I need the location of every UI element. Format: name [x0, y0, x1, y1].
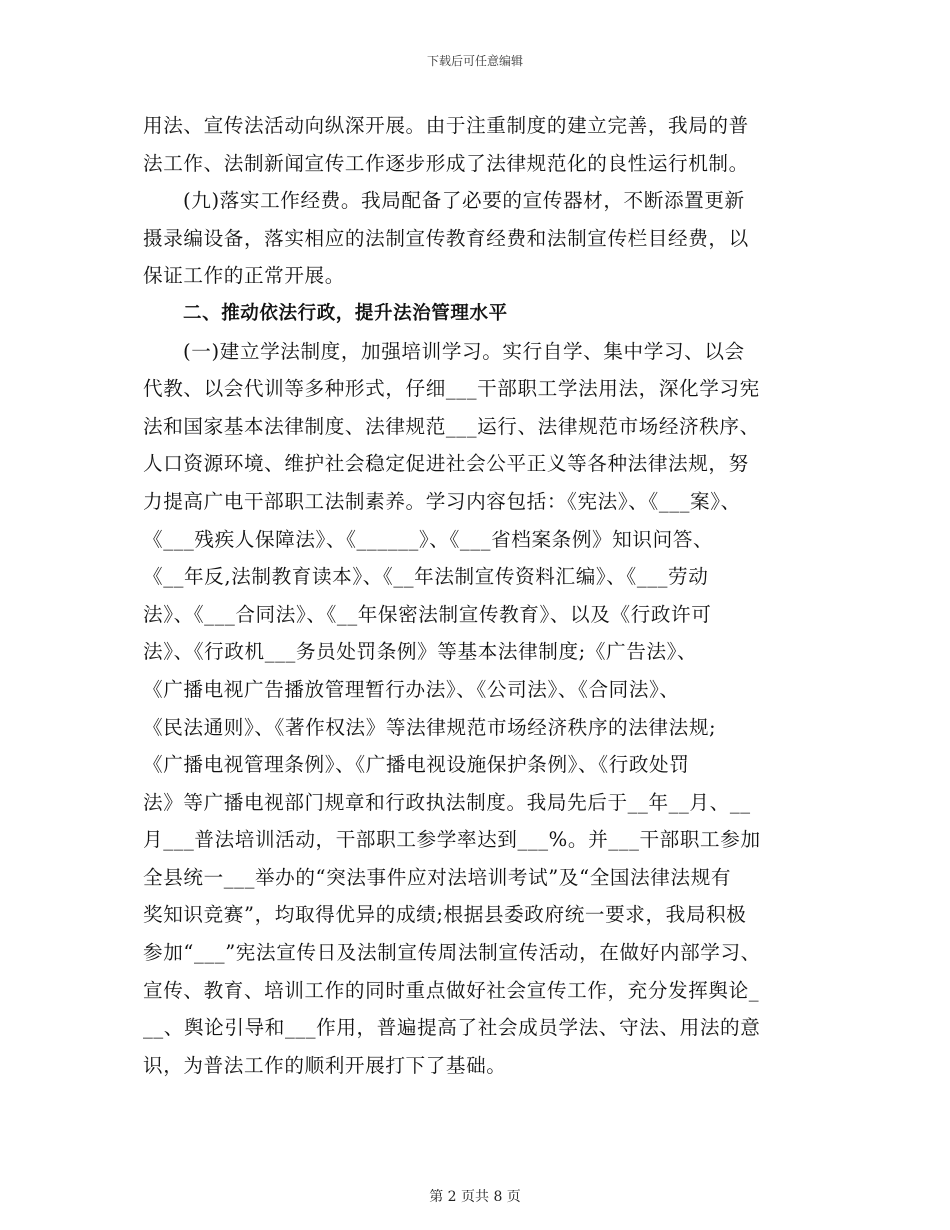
- paragraph-start-line: (九)落实工作经费。我局配备了必要的宣传器材，不断添置更新: [183, 189, 745, 213]
- body-line: 奖知识竞赛”，均取得优异的成绩;根据县委政府统一要求，我局积极: [143, 903, 747, 927]
- body-line: __、舆论引导和___作用，普遍提高了社会成员学法、守法、用法的意: [143, 1016, 761, 1040]
- body-line: 代教、以会代训等多种形式，仔细___干部职工学法用法，深化学习宪: [143, 377, 760, 401]
- body-line: 《__年反,法制教育读本》、《__年法制宣传资料汇编》、《___劳动: [143, 565, 709, 589]
- body-line: 人口资源环境、维护社会稳定促进社会公平正义等各种法律法规，努: [143, 452, 749, 476]
- body-line: 全县统一___举办的“突法事件应对法培训考试”及“全国法律法规有: [143, 865, 732, 889]
- body-line: 《民法通则》、《著作权法》等法律规范市场经济秩序的法律法规;: [143, 715, 717, 739]
- body-line: 摄录编设备，落实相应的法制宣传教育经费和法制宣传栏目经费，以: [143, 226, 749, 250]
- body-line: 力提高广电干部职工法制素养。学习内容包括：《宪法》、《___案》、: [143, 489, 741, 513]
- page-header: 下载后可任意编辑: [426, 54, 523, 68]
- page-footer: 第 2 页共 8 页: [429, 1189, 521, 1205]
- document-body: [143, 107, 813, 1084]
- body-line: 用法、宣传法活动向纵深开展。由于注重制度的建立完善，我局的普: [143, 114, 749, 137]
- section-heading: 二、推动依法行政，提升法治管理水平: [183, 302, 508, 324]
- body-line: 法和国家基本法律制度、法律规范___运行、法律规范市场经济秩序、: [143, 414, 760, 438]
- body-line: 法》等广播电视部门规章和行政执法制度。我局先后于__年__月、__: [143, 790, 751, 814]
- body-line: 法工作、法制新闻宣传工作逐步形成了法律规范化的良性运行机制。: [143, 151, 749, 175]
- body-line: 《广播电视广告播放管理暂行办法》、《公司法》、《合同法》、: [143, 677, 680, 701]
- body-line: 《___残疾人保障法》、《______》、《___省档案条例》知识问答、: [143, 527, 714, 551]
- body-line: 保证工作的正常开展。: [143, 264, 345, 288]
- body-line: 参加“___”宪法宣传日及法制宣传周法制宣传活动，在做好内部学习、: [143, 941, 761, 965]
- body-line: 法》、《___合同法》、《__年保密法制宣传教育》、以及《行政许可: [143, 602, 712, 626]
- body-line: 宣传、教育、培训工作的同时重点做好社会宣传工作，充分发挥舆论_: [143, 978, 760, 1002]
- paragraph-start-line: (一)建立学法制度，加强培训学习。实行自学、集中学习、以会: [183, 339, 745, 363]
- body-line: 月___普法培训活动，干部职工参学率达到___%。并___干部职工参加: [143, 828, 761, 852]
- body-line: 法》、《行政机___务员处罚条例》等基本法律制度;《广告法》、: [143, 640, 698, 664]
- body-line: 识，为普法工作的顺利开展打下了基础。: [143, 1053, 507, 1077]
- body-line: 《广播电视管理条例》、《广播电视设施保护条例》、《行政处罚: [143, 753, 690, 777]
